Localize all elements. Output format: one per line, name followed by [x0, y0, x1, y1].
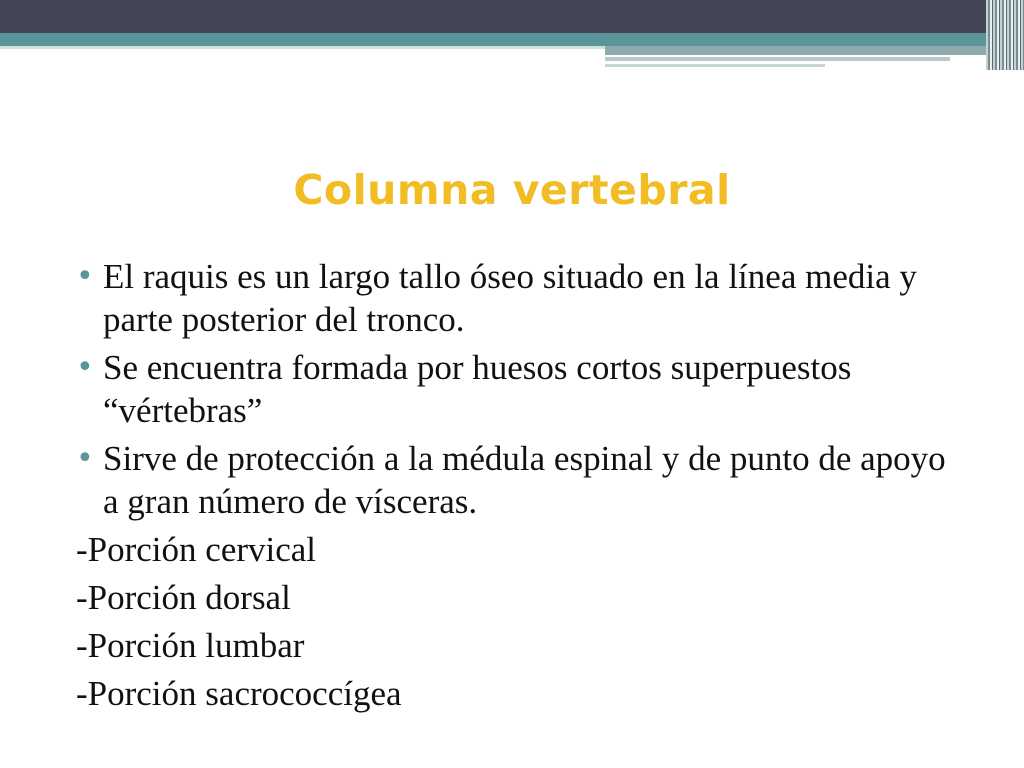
header-light-line	[0, 46, 605, 49]
header-accent-line	[605, 57, 950, 61]
portion-item-lumbar: -Porción lumbar	[76, 626, 305, 665]
bullet-icon: •	[76, 259, 94, 294]
slide-body	[76, 255, 956, 720]
bullet-icon: •	[76, 350, 94, 385]
header-teal-band	[0, 33, 1024, 46]
bullet-item	[76, 255, 956, 341]
bullet-text: El raquis es un largo tallo óseo situado en la línea media y parte posterior del tronco.	[103, 257, 917, 339]
bullet-icon: •	[76, 441, 94, 476]
bullet-text: Se encuentra formada por huesos cortos superpuestos “vértebras”	[103, 348, 852, 430]
header-accent-line-short	[605, 64, 825, 67]
header-stripes-decoration	[986, 0, 1024, 70]
portion-item-dorsal: -Porción dorsal	[76, 578, 291, 617]
bullet-item	[76, 437, 956, 523]
portion-item-cervical: -Porción cervical	[76, 530, 317, 569]
slide-title: Columna vertebral	[293, 166, 731, 214]
bullet-item	[76, 346, 956, 432]
bullet-text: Sirve de protección a la médula espinal y de punto de apoyo a gran número de vísceras.	[103, 439, 946, 521]
portion-item-sacrococcygeal: -Porción sacrococcígea	[76, 674, 402, 713]
header-step-band	[605, 46, 1024, 55]
header-dark-band	[0, 0, 1024, 33]
